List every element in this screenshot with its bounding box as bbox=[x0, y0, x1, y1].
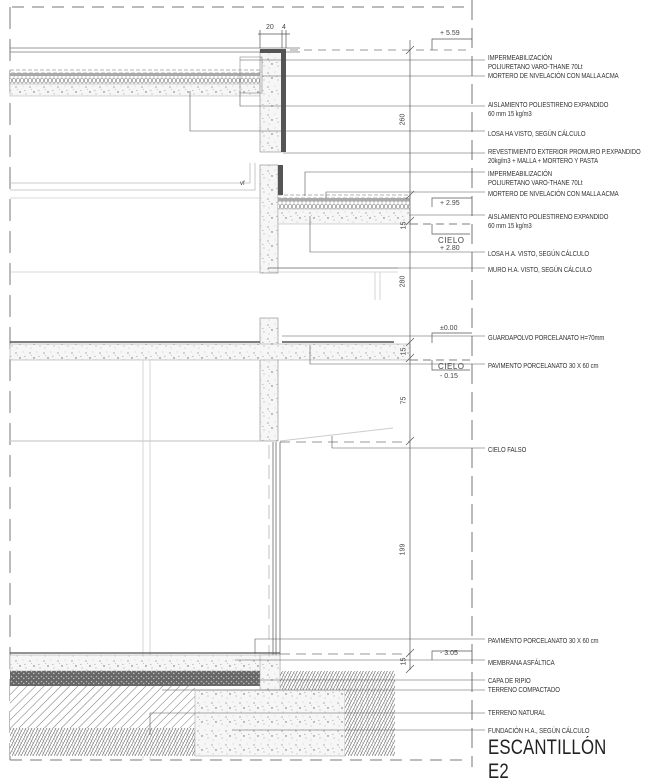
level-marker: + 5.59 bbox=[440, 30, 460, 37]
dimension-vertical: 280 bbox=[399, 275, 407, 288]
upper-wall bbox=[10, 163, 410, 300]
cielo-tag: CIELO bbox=[438, 236, 465, 245]
annotation-exterior-cladding: REVESTIMIENTO EXTERIOR PROMURO P.EXPANDIDO 20kg/m3 + MALLA + MORTERO Y PASTA bbox=[488, 149, 641, 165]
foundation bbox=[10, 653, 410, 756]
annotation-waterproofing-roof: IMPERMEABILIZACIÓN POLIURETANO VARO-THANE 70Lt bbox=[488, 55, 583, 71]
cielo-tag: CIELO bbox=[438, 362, 465, 371]
dimension-cladding-thickness: 4 bbox=[282, 24, 286, 31]
annotation-asphalt-membrane: MEMBRANA ASFÁLTICA bbox=[488, 660, 555, 667]
annotation-floor-tile-basement: PAVIMENTO PORCELANATO 30 X 60 cm bbox=[488, 638, 599, 645]
level-marker: - 0.15 bbox=[440, 373, 458, 380]
window-tag: vf bbox=[240, 181, 245, 187]
level-marker: ±0.00 bbox=[440, 325, 458, 332]
annotation-leveling-mortar-roof: MORTERO DE NIVELACIÓN CON MALLA ACMA bbox=[488, 73, 619, 80]
annotation-wall: MURO H.A. VISTO, SEGÚN CÁLCULO bbox=[488, 267, 592, 274]
dimension-vertical: 199 bbox=[399, 543, 407, 556]
level-marker: + 2.95 bbox=[440, 200, 460, 207]
annotation-leveling-mortar-terrace: MORTERO DE NIVELACIÓN CON MALLA ACMA bbox=[488, 191, 619, 198]
annotation-natural-ground: TERRENO NATURAL bbox=[488, 710, 546, 717]
leader-lines bbox=[150, 60, 485, 735]
dimension-wall-thickness: 20 bbox=[266, 24, 274, 31]
annotation-slab-terrace: LOSA H.A. VISTO, SEGÚN CÁLCULO bbox=[488, 251, 590, 258]
annotation-floor-tile-ground: PAVIMENTO PORCELANATO 30 X 60 cm bbox=[488, 363, 599, 370]
annotation-insulation-roof: AISLAMIENTO POLIESTIRENO EXPANDIDO 60 mm 15 kg/m3 bbox=[488, 102, 609, 118]
annotation-false-ceiling: CIELO FALSO bbox=[488, 447, 527, 454]
level-marker: - 3.05 bbox=[440, 650, 458, 657]
dimension-vertical: 260 bbox=[399, 113, 407, 126]
annotation-slab-roof: LOSA HA VISTO, SEGÚN CÁLCULO bbox=[488, 131, 586, 138]
annotation-baseboard: GUARDAPOLVO PORCELANATO H=70mm bbox=[488, 335, 605, 342]
dimension-vertical: 75 bbox=[400, 396, 408, 405]
annotation-insulation-terrace: AISLAMIENTO POLIESTIRENO EXPANDIDO 60 mm 15 kg/m3 bbox=[488, 214, 609, 230]
annotation-gravel-compacted: CAPA DE RIPIO TERRENO COMPACTADO bbox=[488, 678, 560, 694]
drawing-title: ESCANTILLÓN E2 bbox=[488, 736, 607, 783]
annotation-foundation: FUNDACIÓN H.A., SEGÚN CÁLCULO bbox=[488, 728, 590, 735]
dimension-vertical: 15 bbox=[400, 347, 408, 356]
dimension-vertical: 15 bbox=[400, 657, 408, 666]
level-marker: + 2.80 bbox=[440, 245, 460, 252]
annotation-waterproofing-terrace: IMPERMEABILIZACIÓN POLIURETANO VARO-THANE 70Lt bbox=[488, 171, 583, 187]
dimension-vertical: 15 bbox=[400, 221, 408, 230]
